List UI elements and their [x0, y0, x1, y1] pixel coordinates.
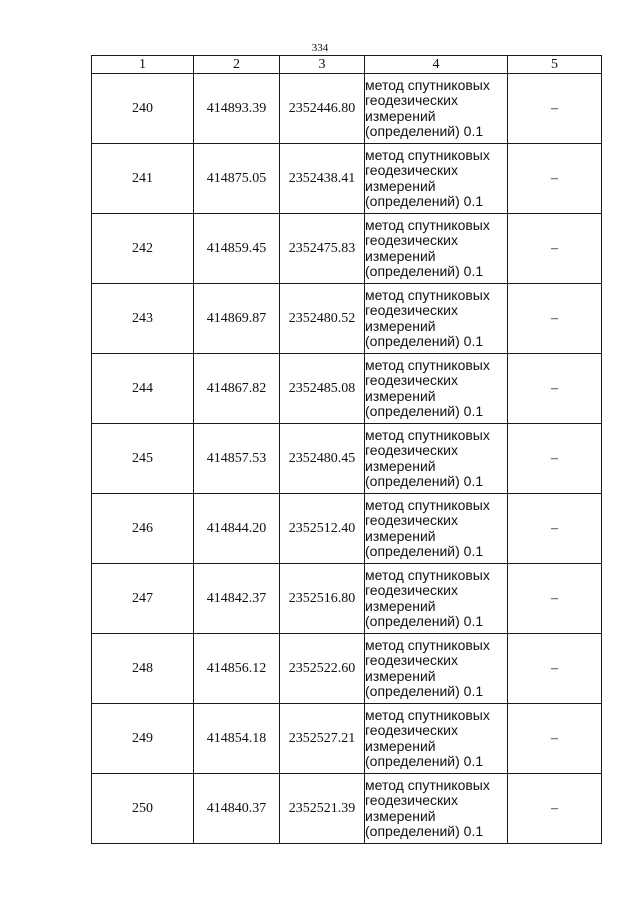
y-coordinate-cell: 2352480.45 [280, 424, 365, 494]
header-cell-5: 5 [508, 56, 602, 74]
method-line: измерений [365, 387, 436, 404]
method-line: геодезических [365, 582, 458, 598]
header-cell-3: 3 [280, 56, 365, 74]
header-cell-1: 1 [92, 56, 194, 74]
note-cell: – [508, 214, 602, 284]
x-coordinate-cell: 414859.45 [194, 214, 280, 284]
y-coordinate-cell: 2352527.21 [280, 704, 365, 774]
note-cell: – [508, 284, 602, 354]
method-line: геодезических [365, 372, 458, 388]
method-line: метод спутниковых [365, 216, 490, 233]
method-cell [365, 704, 508, 774]
method-cell [365, 214, 508, 284]
table-header-row [92, 56, 602, 74]
method-line: геодезических [365, 442, 458, 458]
method-line: геодезических [365, 232, 458, 248]
method-cell [365, 774, 508, 844]
header-cell-4: 4 [365, 56, 508, 74]
table-row [92, 634, 602, 704]
table-row [92, 774, 602, 844]
y-coordinate-cell: 2352485.08 [280, 354, 365, 424]
method-line: измерений [365, 247, 436, 264]
coordinates-table [91, 55, 602, 844]
method-cell [365, 74, 508, 144]
method-line: измерений [365, 737, 436, 754]
method-cell [365, 284, 508, 354]
point-number-cell: 240 [92, 74, 194, 144]
method-cell [365, 424, 508, 494]
y-coordinate-cell: 2352480.52 [280, 284, 365, 354]
method-line: геодезических [365, 722, 458, 738]
method-line: измерений [365, 667, 436, 684]
y-coordinate-cell: 2352512.40 [280, 494, 365, 564]
page-number: 334 [311, 42, 329, 54]
method-line: метод спутниковых [365, 356, 490, 373]
method-line: метод спутниковых [365, 706, 490, 723]
point-number-cell: 241 [92, 144, 194, 214]
method-cell [365, 634, 508, 704]
method-line: измерений [365, 107, 436, 124]
method-line: измерений [365, 457, 436, 474]
table-row [92, 354, 602, 424]
x-coordinate-cell: 414857.53 [194, 424, 280, 494]
x-coordinate-cell: 414856.12 [194, 634, 280, 704]
method-line: (определений) 0.1 [365, 193, 484, 209]
method-cell [365, 564, 508, 634]
note-cell: – [508, 774, 602, 844]
table-row [92, 284, 602, 354]
method-line: геодезических [365, 652, 458, 668]
method-line: метод спутниковых [365, 566, 490, 583]
note-cell: – [508, 424, 602, 494]
method-line: метод спутниковых [365, 76, 490, 93]
method-line: измерений [365, 177, 436, 194]
method-line: измерений [365, 597, 436, 614]
table-row [92, 74, 602, 144]
method-line: (определений) 0.1 [365, 473, 484, 489]
method-line: измерений [365, 807, 436, 824]
method-line: метод спутниковых [365, 496, 490, 513]
point-number-cell: 244 [92, 354, 194, 424]
method-line: (определений) 0.1 [365, 753, 484, 769]
note-cell: – [508, 494, 602, 564]
method-line: (определений) 0.1 [365, 683, 484, 699]
x-coordinate-cell: 414869.87 [194, 284, 280, 354]
method-line: метод спутниковых [365, 776, 490, 793]
x-coordinate-cell: 414867.82 [194, 354, 280, 424]
method-cell [365, 354, 508, 424]
method-cell [365, 144, 508, 214]
method-line: (определений) 0.1 [365, 613, 484, 629]
x-coordinate-cell: 414854.18 [194, 704, 280, 774]
method-line: (определений) 0.1 [365, 333, 484, 349]
method-line: геодезических [365, 512, 458, 528]
point-number-cell: 243 [92, 284, 194, 354]
point-number-cell: 246 [92, 494, 194, 564]
point-number-cell: 245 [92, 424, 194, 494]
note-cell: – [508, 354, 602, 424]
method-line: геодезических [365, 302, 458, 318]
note-cell: – [508, 564, 602, 634]
note-cell: – [508, 634, 602, 704]
table-row [92, 704, 602, 774]
x-coordinate-cell: 414844.20 [194, 494, 280, 564]
x-coordinate-cell: 414840.37 [194, 774, 280, 844]
y-coordinate-cell: 2352438.41 [280, 144, 365, 214]
method-line: метод спутниковых [365, 426, 490, 443]
method-line: измерений [365, 317, 436, 334]
method-line: геодезических [365, 162, 458, 178]
method-line: измерений [365, 527, 436, 544]
point-number-cell: 248 [92, 634, 194, 704]
note-cell: – [508, 74, 602, 144]
method-line: метод спутниковых [365, 286, 490, 303]
method-line: (определений) 0.1 [365, 543, 484, 559]
method-line: геодезических [365, 792, 458, 808]
method-line: метод спутниковых [365, 146, 490, 163]
y-coordinate-cell: 2352446.80 [280, 74, 365, 144]
y-coordinate-cell: 2352522.60 [280, 634, 365, 704]
method-line: геодезических [365, 92, 458, 108]
table-row [92, 214, 602, 284]
header-cell-2: 2 [194, 56, 280, 74]
method-line: метод спутниковых [365, 636, 490, 653]
x-coordinate-cell: 414893.39 [194, 74, 280, 144]
method-line: (определений) 0.1 [365, 263, 484, 279]
y-coordinate-cell: 2352475.83 [280, 214, 365, 284]
y-coordinate-cell: 2352521.39 [280, 774, 365, 844]
method-line: (определений) 0.1 [365, 823, 484, 839]
x-coordinate-cell: 414842.37 [194, 564, 280, 634]
x-coordinate-cell: 414875.05 [194, 144, 280, 214]
note-cell: – [508, 704, 602, 774]
method-line: (определений) 0.1 [365, 123, 484, 139]
method-line: (определений) 0.1 [365, 403, 484, 419]
point-number-cell: 250 [92, 774, 194, 844]
note-cell: – [508, 144, 602, 214]
table-row [92, 494, 602, 564]
point-number-cell: 247 [92, 564, 194, 634]
method-cell [365, 494, 508, 564]
point-number-cell: 242 [92, 214, 194, 284]
y-coordinate-cell: 2352516.80 [280, 564, 365, 634]
table-row [92, 564, 602, 634]
point-number-cell: 249 [92, 704, 194, 774]
table-row [92, 424, 602, 494]
table-row [92, 144, 602, 214]
